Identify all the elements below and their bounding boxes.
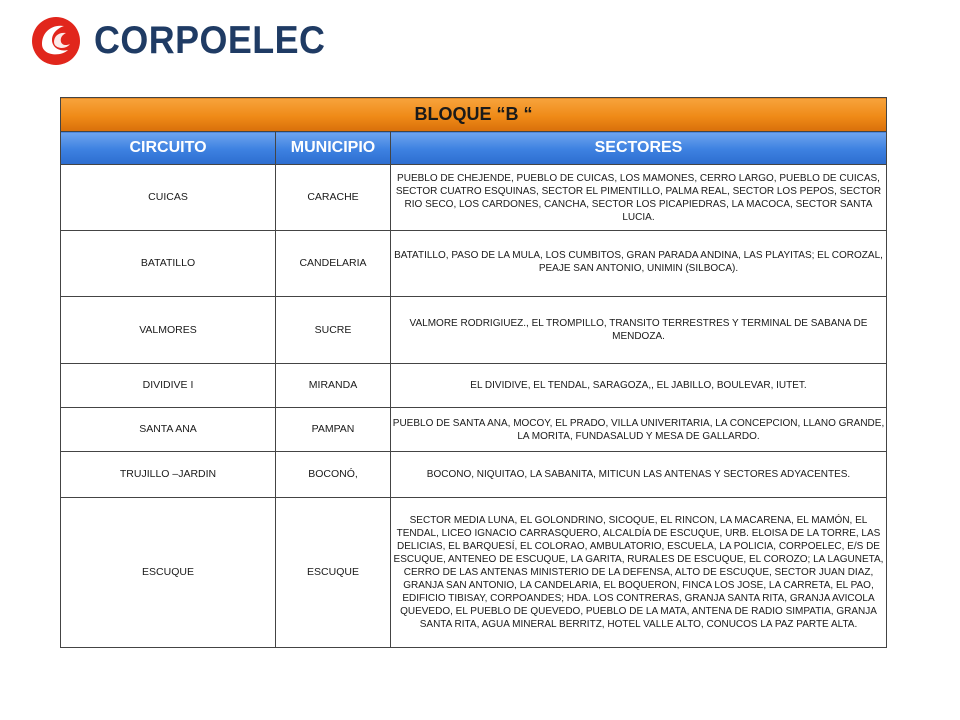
header-row	[61, 132, 887, 165]
circuito-cell: BATATILLO	[61, 231, 276, 297]
sectores-cell: EL DIVIDIVE, EL TENDAL, SARAGOZA,, EL JABILLO, BOULEVAR, IUTET.	[391, 364, 887, 408]
municipio-cell: ESCUQUE	[276, 498, 391, 648]
table-row	[61, 498, 887, 648]
circuito-cell: CUICAS	[61, 165, 276, 231]
circuito-cell: DIVIDIVE I	[61, 364, 276, 408]
municipio-cell: CANDELARIA	[276, 231, 391, 297]
sectores-cell: VALMORE RODRIGIUEZ., EL TROMPILLO, TRANSITO TERRESTRES Y TERMINAL DE SABANA DE MENDOZA.	[391, 297, 887, 364]
circuito-cell: VALMORES	[61, 297, 276, 364]
municipio-cell: CARACHE	[276, 165, 391, 231]
sectores-cell: PUEBLO DE SANTA ANA, MOCOY, EL PRADO, VILLA UNIVERITARIA, LA CONCEPCION, LLANO GRANDE, LA MORITA, FUNDASALUD Y MESA DE GALLARDO.	[391, 408, 887, 452]
header-circuito: CIRCUITO	[61, 132, 276, 165]
table-row	[61, 297, 887, 364]
header-sectores: SECTORES	[391, 132, 887, 165]
circuito-cell: SANTA ANA	[61, 408, 276, 452]
sectores-cell: PUEBLO DE CHEJENDE, PUEBLO DE CUICAS, LOS MAMONES, CERRO LARGO, PUEBLO DE CUICAS, SECTOR CUATRO ESQUINAS, SECTOR EL PIMENTILLO, PALMA REAL, SECTOR LOS PEPOS, SECTOR RIO SECO, LOS CARDONES, CANCHA, SECTOR LOS PICAPIEDRAS, LA MACOCA, SECTOR SANTA LUCIA.	[391, 165, 887, 231]
municipio-cell: BOCONÓ,	[276, 452, 391, 498]
municipio-cell: SUCRE	[276, 297, 391, 364]
table-row	[61, 165, 887, 231]
sectores-cell: SECTOR MEDIA LUNA, EL GOLONDRINO, SICOQUE, EL RINCON, LA MACARENA, EL MAMÓN, EL TENDAL, LICEO IGNACIO CARRASQUERO, ALCALDÍA DE ESCUQUE, URB. ELOISA DE LA TORRE, LAS DELICIAS, EL BARQUESÍ, EL COLORAO, AMBULATORIO, ESCUELA, LA POLICIA, CORPOELEC, E/S DE ESCUQUE, ANTENEO DE ESCUQUE, LA GARITA, RURALES DE ESCUQUE, EL COROZO; LA LAGUNETA, CERRO DE LAS ANTENAS MINISTERIO DE LA DEFENSA, ALTO DE ESCUQUE, SECTOR JUAN DIAZ, GRANJA SAN ANTONIO, LA CANDELARIA, EL BOQUERON, FINCA LOS JOSE, LA CARRETA, EL PAO, EDIFICIO TIBISAY, CORPOANDES; HDA. LOS CONTRERAS, GRANJA SANTA RITA, GRANJA AVICOLA QUEVEDO, EL PUEBLO DE QUEVEDO, PUEBLO DE LA MATA, ANTENA DE RADIO SIMPATIA, GRANJA SANTA RITA, AGUA MINERAL BERRITZ, HOTEL VALLE ALTO, CONUCOS LA PAZ PARTE ALTA.	[391, 498, 887, 648]
sectores-cell: BATATILLO, PASO DE LA MULA, LOS CUMBITOS, GRAN PARADA ANDINA, LAS PLAYITAS; EL COROZAL, PEAJE SAN ANTONIO, UNIMIN (SILBOCA).	[391, 231, 887, 297]
title-row	[61, 98, 887, 132]
table-row	[61, 364, 887, 408]
bloque-table	[60, 97, 887, 648]
header-municipio: MUNICIPIO	[276, 132, 391, 165]
brand-name: CORPOELEC	[94, 18, 326, 62]
table-row	[61, 231, 887, 297]
municipio-cell: PAMPAN	[276, 408, 391, 452]
corpoelec-flame-icon	[30, 14, 86, 66]
circuito-cell: ESCUQUE	[61, 498, 276, 648]
table-row	[61, 452, 887, 498]
corpoelec-logo	[30, 14, 346, 66]
table-row	[61, 408, 887, 452]
sectores-cell: BOCONO, NIQUITAO, LA SABANITA, MITICUN LAS ANTENAS Y SECTORES ADYACENTES.	[391, 452, 887, 498]
circuito-cell: TRUJILLO –JARDIN	[61, 452, 276, 498]
table-title: BLOQUE “B “	[61, 98, 887, 132]
municipio-cell: MIRANDA	[276, 364, 391, 408]
